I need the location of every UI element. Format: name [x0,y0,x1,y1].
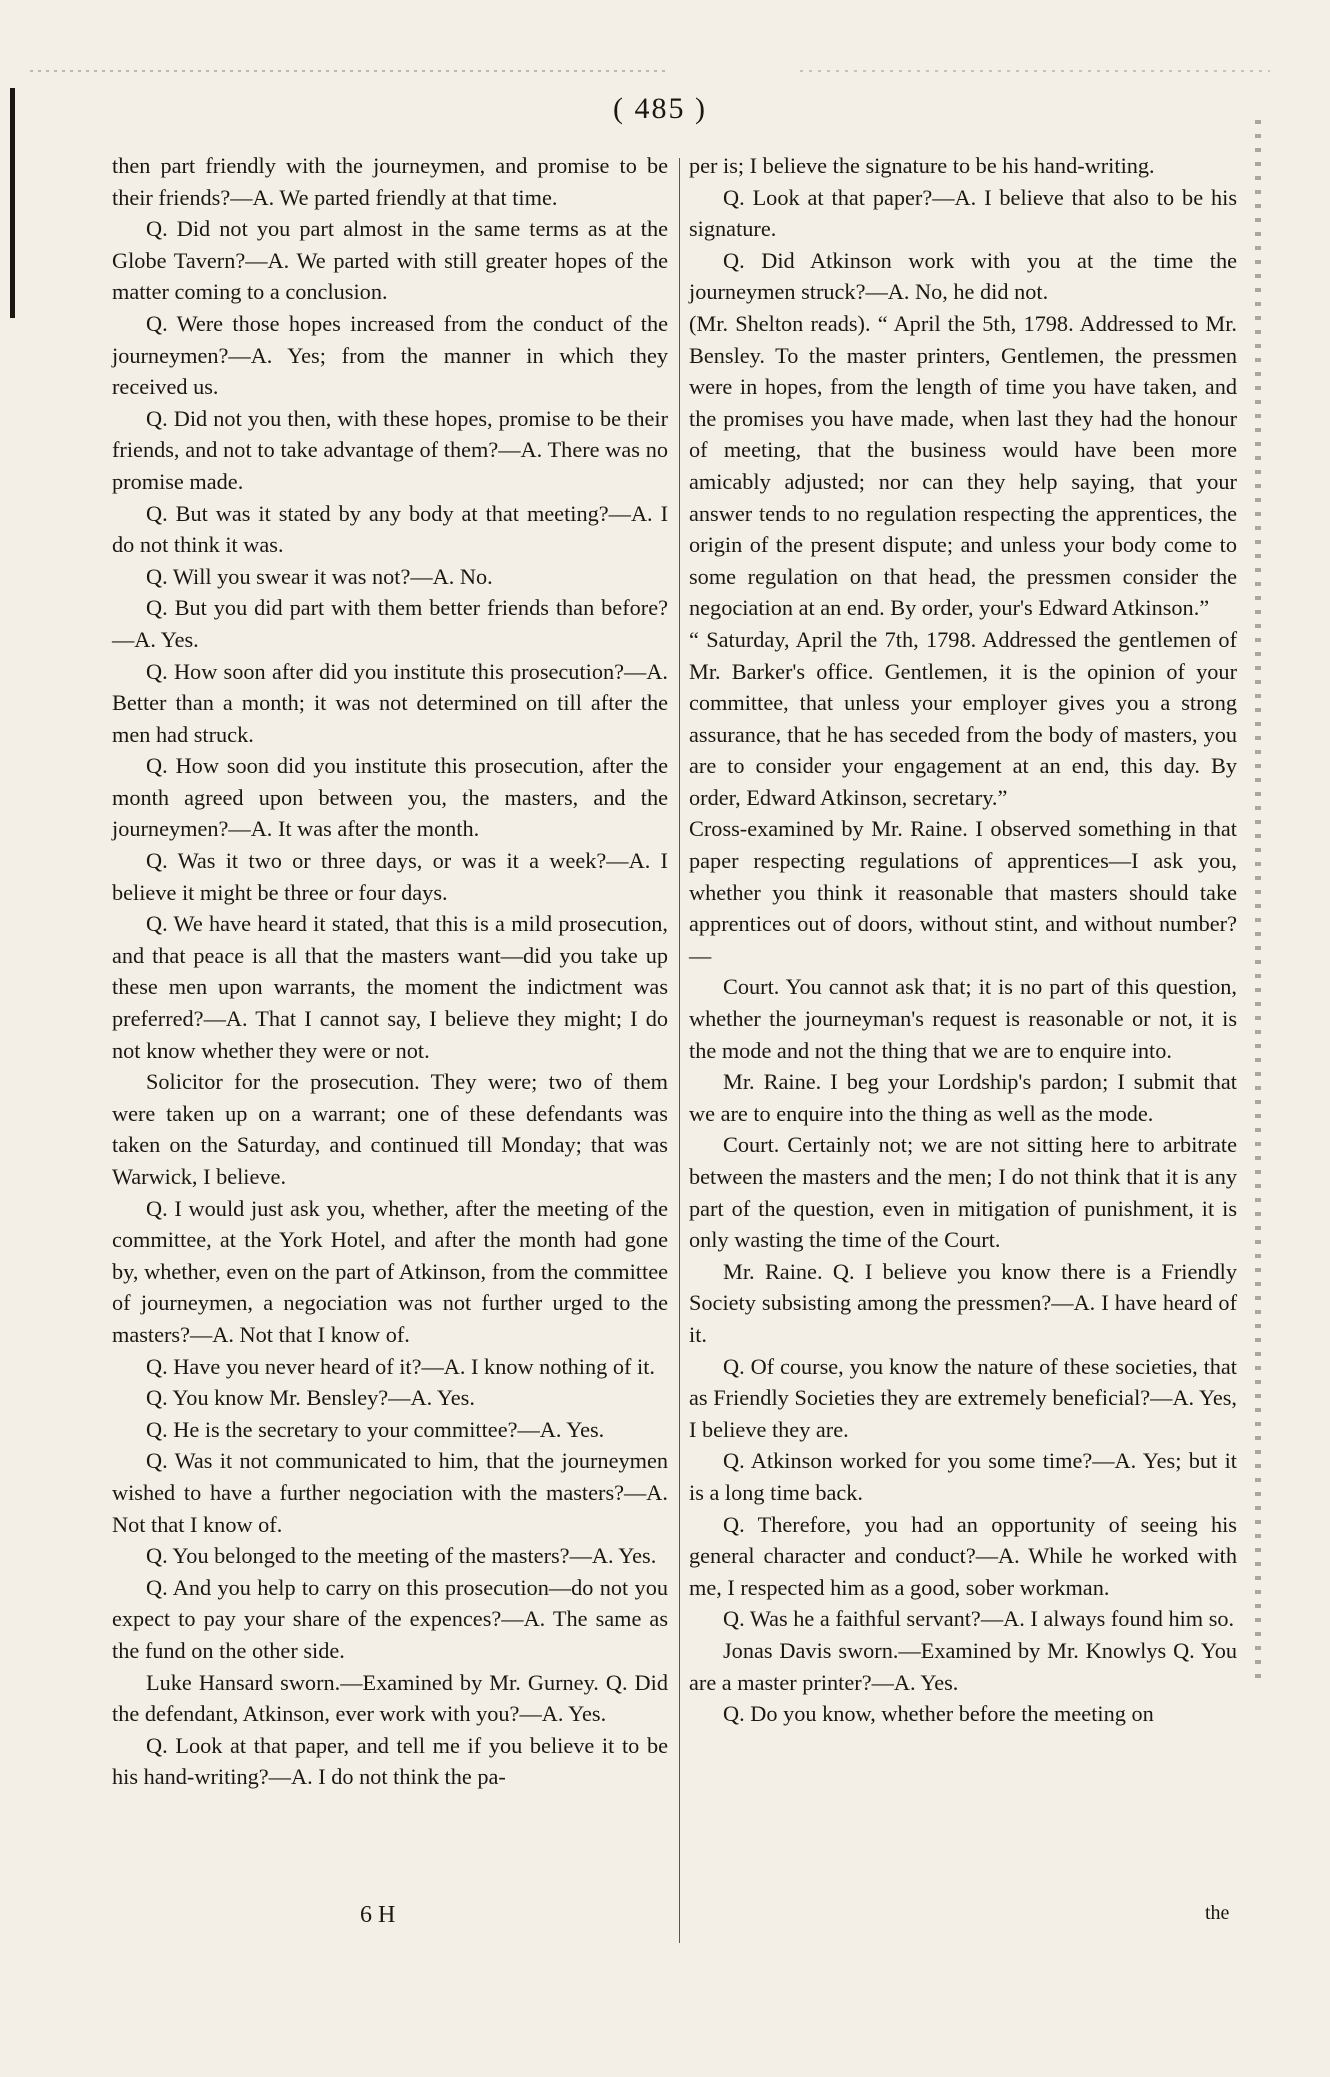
paragraph: Q. Of course, you know the nature of these societies, that as Friendly Societies they are extremely beneficial?—A. Yes, I believe they are. [689,1353,1237,1442]
scan-artifact-top-right [800,70,1270,72]
paragraph: Q. Do you know, whether before the meeting on [723,1701,1154,1727]
paragraph: then part friendly with the journeymen, and promise to be their friends?—A. We parted friendly at that time. [112,153,668,210]
scan-artifact-top [30,70,670,72]
paragraph: Q. Did Atkinson work with you at the time the journeymen struck?—A. No, he did not. [689,247,1237,305]
column-divider [679,158,680,1943]
paragraph: Q. But was it stated by any body at that meeting?—A. I do not think it was. [112,500,668,558]
paragraph: Q. You belonged to the meeting of the masters?—A. Yes. [146,1543,657,1569]
paragraph: Q. You know Mr. Bensley?—A. Yes. [146,1385,475,1411]
paragraph: Q. Atkinson worked for you some time?—A. Yes; but it is a long time back. [689,1448,1237,1505]
catchword: the [1205,1902,1230,1924]
paragraph: Q. I would just ask you, whether, after the meeting of the committee, at the York Hotel, and after the month had gone by, whether, even on the part of Atkinson, from the committee of journeymen, a negociation was not further urged to the masters?—A. Not that I know of. [112,1195,668,1347]
paragraph: per is; I believe the signature to be his hand-writing. [689,153,1155,178]
paragraph: Q. We have heard it stated, that this is a mild prosecution, and that peace is all that the masters want—did you take up these men upon warrants, the moment the indictment was preferred?—A. That I cannot say, I believe they might; I do not know whether they were or not. [112,911,668,1063]
paragraph: Mr. Raine. I beg your Lordship's pardon; I submit that we are to enquire into the thing as well as the mode. [689,1069,1237,1126]
paragraph: Court. You cannot ask that; it is no part of this question, whether the journeyman's request is reasonable or not, it is the mode and not the thing that we are to enquire into. [689,974,1237,1063]
paragraph: Q. Did not you part almost in the same terms as at the Globe Tavern?—A. We parted with still greater hopes of the matter coming to a conclusion. [112,216,668,305]
paragraph: Q. Were those hopes increased from the conduct of the journeymen?—A. Yes; from the manner in which they received us. [112,310,668,400]
paragraph: Jonas Davis sworn.—Examined by Mr. Knowlys Q. You are a master printer?—A. Yes. [689,1637,1237,1695]
signature-mark: 6 H [360,1902,396,1928]
paragraph: Q. But you did part with them better friends than before?—A. Yes. [112,595,668,652]
scan-artifact-right-edge [1255,120,1261,1680]
paragraph: (Mr. Shelton reads). “ April the 5th, 1798. Addressed to Mr. Bensley. To the master printers, Gentlemen, the pressmen were in hopes, from the length of time you have taken, and the promises you have made, when last they had the honour of meeting, that the business would have been more amicably adjusted; nor can they help saying, that your answer tends to no regulation respecting the apprentices, the origin of the present dispute; and unless your body come to some regulation on that head, the pressmen consider the negociation at an end. By order, your's Edward Atkinson.” [689,310,1237,621]
paragraph: Q. Look at that paper?—A. I believe that also to be his signature. [689,184,1237,242]
paragraph: Mr. Raine. Q. I believe you know there is a Friendly Society subsisting among the pressmen?—A. I have heard of it. [689,1258,1237,1347]
paragraph: Luke Hansard sworn.—Examined by Mr. Gurney. Q. Did the defendant, Atkinson, ever work with you?—A. Yes. [112,1669,668,1727]
paragraph: Q. Was it not communicated to him, that the journeymen wished to have a further negociation with the masters?—A. Not that I know of. [112,1448,668,1537]
margin-bar [10,88,15,318]
paragraph: Q. Will you swear it was not?—A. No. [146,563,493,589]
right-column [689,150,1237,1730]
paragraph: Solicitor for the prosecution. They were; two of them were taken up on a warrant; one of these defendants was taken on the Saturday, and continued till Monday; that was Warwick, I believe. [112,1069,668,1189]
left-column [112,150,668,1793]
paragraph: Q. How soon after did you institute this prosecution?—A. Better than a month; it was not determined on till after the men had struck. [112,658,668,747]
paragraph: Q. Was he a faithful servant?—A. I always found him so. [723,1606,1235,1632]
paragraph: Q. Did not you then, with these hopes, promise to be their friends, and not to take advantage of them?—A. There was no promise made. [112,405,668,494]
paragraph: Court. Certainly not; we are not sitting here to arbitrate between the masters and the men; I do not think that it is any part of the question, even in mitigation of punishment, it is only wasting the time of the Court. [689,1132,1237,1253]
paragraph: “ Saturday, April the 7th, 1798. Addressed the gentlemen of Mr. Barker's office. Gentlemen, it is the opinion of your committee, that unless your employer gives you a strong assurance, that he has seceded from the body of masters, you are to consider your engagement at an end, this day. By order, Edward Atkinson, secretary.” [689,626,1237,810]
paragraph: Q. And you help to carry on this prosecution—do not you expect to pay your share of the expences?—A. The same as the fund on the other side. [112,1574,668,1663]
paragraph: Q. Look at that paper, and tell me if you believe it to be his hand-writing?—A. I do not think the pa- [112,1732,668,1790]
paragraph: Q. Have you never heard of it?—A. I know nothing of it. [146,1353,655,1379]
paragraph: Q. He is the secretary to your committee?—A. Yes. [146,1416,605,1442]
paragraph: Q. Was it two or three days, or was it a week?—A. I believe it might be three or four days. [112,848,668,905]
paragraph: Cross-examined by Mr. Raine. I observed something in that paper respecting regulations of apprentices—I ask you, whether you think it reasonable that masters should take apprentices out of doors, without stint, and without number?— [689,816,1237,968]
paragraph: Q. Therefore, you had an opportunity of seeing his general character and conduct?—A. While he worked with me, I respected him as a good, sober workman. [689,1511,1237,1600]
page-number: ( 485 ) [613,92,707,125]
paragraph: Q. How soon did you institute this prosecution, after the month agreed upon between you, the masters, and the journeymen?—A. It was after the month. [112,753,668,842]
